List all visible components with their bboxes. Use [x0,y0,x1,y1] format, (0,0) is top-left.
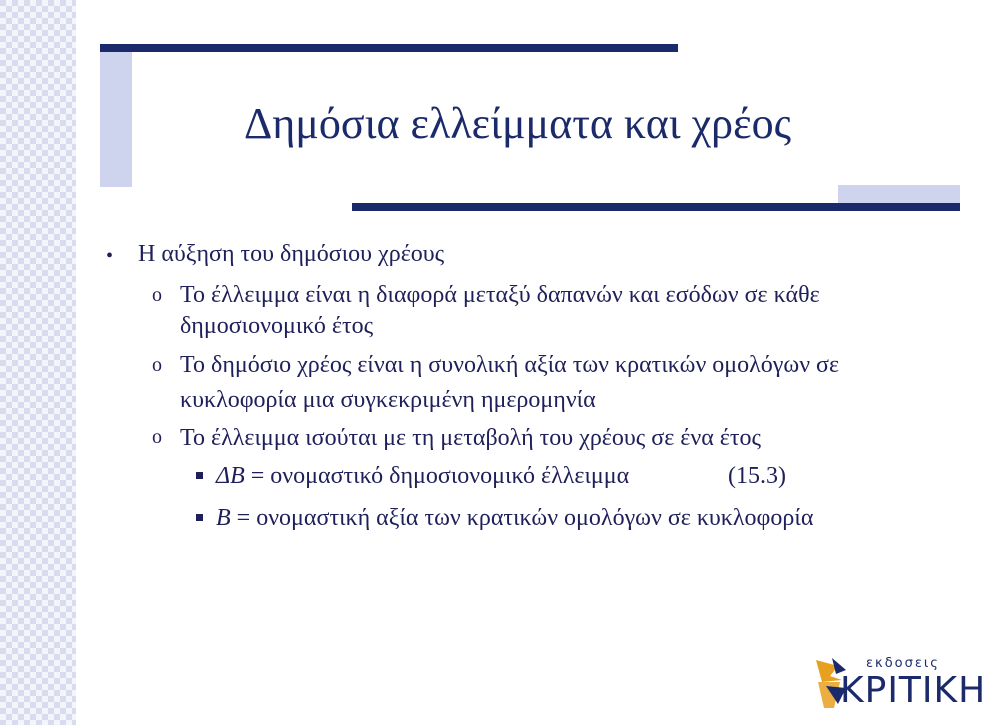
subitem-text: Το δημόσιο χρέος είναι η συνολική αξία των κρατικών ομολόγων σε [180,352,840,378]
bullet-text: Η αύξηση του δημόσιου χρέους [138,241,445,267]
subitem-text-cont: δημοσιονομικό έτος [180,313,374,339]
bullet-marker: • [106,245,114,267]
equation-definition: = ονομαστικό δημοσιονομικό έλλειμμα [250,463,630,489]
subitem-text-cont: κυκλοφορία μια συγκεκριμένη ημερομηνία [180,387,596,413]
equation-row [216,461,629,491]
logo-wordmark: ΚΡΙΤΙΚΗ [840,670,986,711]
subitem-text: Το έλλειμμα ισούται με τη μεταβολή του χρέους σε ένα έτος [180,425,762,451]
publisher-logo [810,648,986,720]
square-bullet-icon [196,514,203,521]
title-bar-bottom [352,203,960,211]
logo-subtext: εκδοσεις [866,656,940,671]
subitem-marker: o [152,284,162,306]
equation-row [216,503,813,533]
equation-number: (15.3) [728,463,786,489]
equation-definition: = ονομαστική αξία των κρατικών ομολόγων σε κυκλοφορία [236,505,814,531]
equation-symbol: B [216,505,231,531]
accent-block-top [100,44,132,187]
subitem-text: Το έλλειμμα είναι η διαφορά μεταξύ δαπανών και εσόδων σε κάθε [180,282,820,308]
slide-title: Δημόσια ελλείμματα και χρέος [244,99,791,148]
subitem-marker: o [152,354,162,376]
subitem-marker: o [152,426,162,448]
title-bar-top [100,44,678,52]
square-bullet-icon [196,472,203,479]
checker-pattern [0,0,76,725]
equation-symbol: ΔB [216,463,245,489]
